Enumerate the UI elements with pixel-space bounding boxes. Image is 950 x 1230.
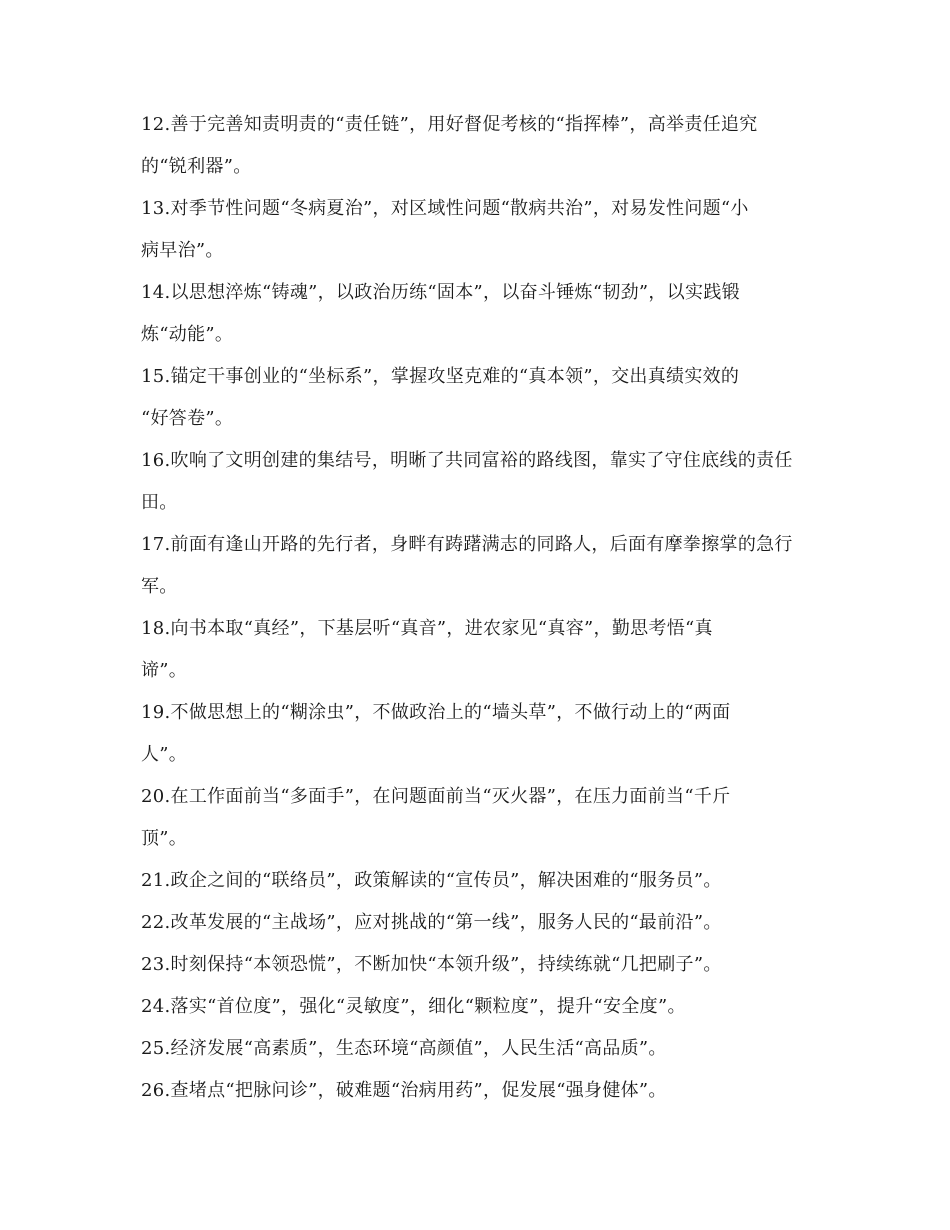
list-item-line: 12.善于完善知责明责的“责任链”，用好督促考核的“指挥棒”，高举责任追究 xyxy=(141,114,758,135)
list-item-line: 的“锐利器”。 xyxy=(141,156,252,177)
list-item xyxy=(141,531,806,601)
list-item-line: 19.不做思想上的“糊涂虫”，不做政治上的“墙头草”，不做行动上的“两面 xyxy=(141,702,731,723)
list-item xyxy=(141,951,806,979)
list-item-line: 顶”。 xyxy=(141,828,188,849)
list-item-line: 16.吹响了文明创建的集结号，明晰了共同富裕的路线图，靠实了守住底线的责任 xyxy=(141,450,793,471)
list-item xyxy=(141,1035,806,1063)
list-item-line: 病早治”。 xyxy=(141,240,224,261)
list-item-line: 26.查堵点“把脉问诊”，破难题“治病用药”，促发展“强身健体”。 xyxy=(141,1080,667,1101)
list-item-line: 23.时刻保持“本领恐慌”，不断加快“本领升级”，持续练就“几把刷子”。 xyxy=(141,954,722,975)
list-item xyxy=(141,783,806,853)
list-item xyxy=(141,447,806,517)
list-item-line: 军。 xyxy=(141,576,178,597)
list-item-line: “好答卷”。 xyxy=(141,408,234,429)
list-item xyxy=(141,993,806,1021)
list-item xyxy=(141,699,806,769)
list-item xyxy=(141,1077,806,1105)
list-item-line: 25.经济发展“高素质”，生态环境“高颜值”，人民生活“高品质”。 xyxy=(141,1038,667,1059)
list-item xyxy=(141,909,806,937)
document-body xyxy=(141,111,806,1119)
list-item-line: 14.以思想淬炼“铸魂”，以政治历练“固本”，以奋斗锤炼“韧劲”，以实践锻 xyxy=(141,282,740,303)
list-item-line: 田。 xyxy=(141,492,178,513)
list-item xyxy=(141,195,806,265)
list-item xyxy=(141,867,806,895)
list-item xyxy=(141,615,806,685)
list-item-line: 17.前面有逢山开路的先行者，身畔有踌躇满志的同路人，后面有摩拳擦掌的急行 xyxy=(141,534,793,555)
list-item-line: 15.锚定干事创业的“坐标系”，掌握攻坚克难的“真本领”，交出真绩实效的 xyxy=(141,366,740,387)
list-item-line: 22.改革发展的“主战场”，应对挑战的“第一线”，服务人民的“最前沿”。 xyxy=(141,912,722,933)
list-item xyxy=(141,111,806,181)
list-item-line: 人”。 xyxy=(141,744,188,765)
list-item xyxy=(141,279,806,349)
list-item-line: 24.落实“首位度”，强化“灵敏度”，细化“颗粒度”，提升“安全度”。 xyxy=(141,996,686,1017)
list-item xyxy=(141,363,806,433)
list-item-line: 21.政企之间的“联络员”，政策解读的“宣传员”，解决困难的“服务员”。 xyxy=(141,870,722,891)
list-item-line: 谛”。 xyxy=(141,660,188,681)
list-item-line: 13.对季节性问题“冬病夏治”，对区域性问题“散病共治”，对易发性问题“小 xyxy=(141,198,749,219)
list-item-line: 炼“动能”。 xyxy=(141,324,234,345)
list-item-line: 18.向书本取“真经”，下基层听“真音”，进农家见“真容”，勤思考悟“真 xyxy=(141,618,713,639)
list-item-line: 20.在工作面前当“多面手”，在问题面前当“灭火器”，在压力面前当“千斤 xyxy=(141,786,731,807)
